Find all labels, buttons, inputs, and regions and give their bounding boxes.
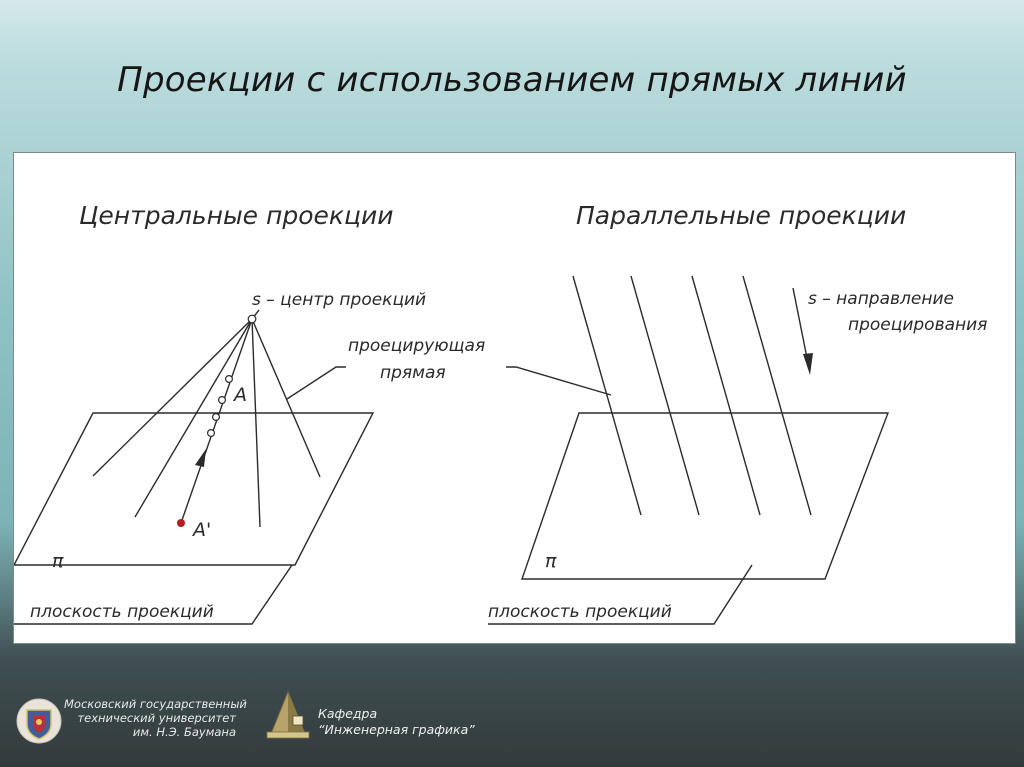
university-name-line-3: им. Н.Э. Баумана bbox=[132, 725, 236, 739]
parallel-plane-symbol: π bbox=[545, 550, 557, 572]
slide-title: Проекции с использованием прямых линий bbox=[117, 60, 907, 100]
leader-projecting-line-right bbox=[506, 367, 611, 395]
university-emblem-icon bbox=[16, 698, 62, 744]
projection-center-label: s – центр проекций bbox=[252, 290, 427, 310]
parallel-plane-label: плоскость проекций bbox=[488, 602, 672, 622]
direction-arrow bbox=[793, 288, 808, 363]
point-A-prime-label: A' bbox=[193, 519, 212, 541]
leader-projecting-line-left bbox=[287, 367, 346, 399]
point-A-label: A bbox=[234, 384, 247, 406]
projected-point-A-prime bbox=[177, 519, 185, 527]
central-plane-symbol: π bbox=[52, 550, 64, 572]
university-name-line-1: Московский государственный bbox=[64, 697, 247, 711]
direction-arrow-head bbox=[803, 353, 813, 375]
department-logo-icon bbox=[265, 690, 311, 742]
parallel-projection-heading: Параллельные проекции bbox=[576, 201, 907, 230]
projecting-line-label-2: прямая bbox=[380, 363, 446, 383]
projection-center-point bbox=[248, 315, 256, 323]
department-name-line-2: “Инженерная графика” bbox=[318, 722, 475, 737]
university-name bbox=[64, 697, 247, 739]
diagram-canvas bbox=[14, 153, 1017, 645]
department-name-line-1: Кафедра bbox=[318, 706, 378, 721]
parallel-projection-plane bbox=[522, 413, 888, 579]
direction-label-1: s – направление bbox=[808, 289, 954, 309]
university-name-line-2: технический университет bbox=[77, 711, 236, 725]
central-plane-label: плоскость проекций bbox=[30, 602, 214, 622]
department-name bbox=[318, 706, 475, 738]
projection-diagram bbox=[13, 152, 1016, 644]
direction-label-2: проецирования bbox=[848, 315, 988, 335]
projecting-line-label-1: проецирующая bbox=[348, 336, 486, 356]
central-projection-heading: Центральные проекции bbox=[79, 201, 394, 230]
